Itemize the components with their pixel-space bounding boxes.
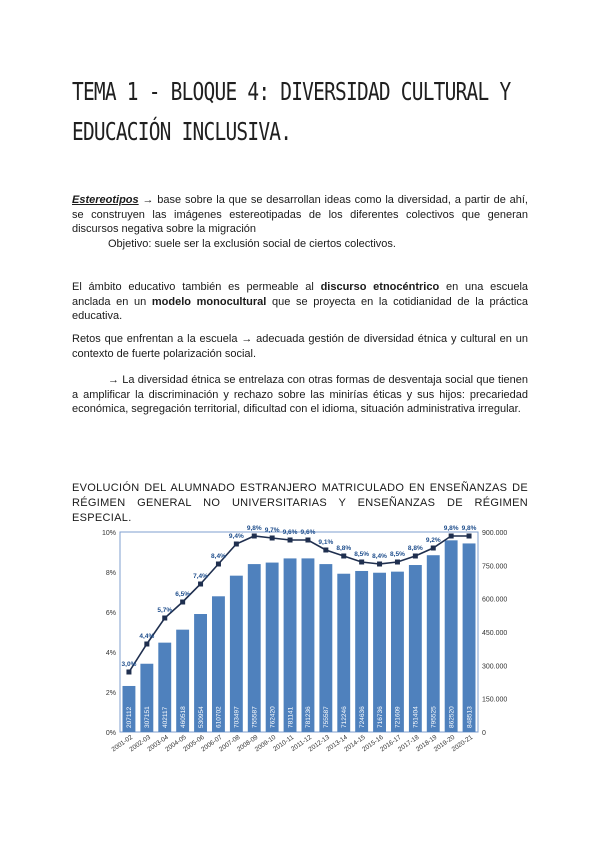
percentage-marker	[467, 534, 472, 539]
percentage-label: 8,8%	[336, 545, 352, 552]
x-tick-label: 2006-07	[200, 733, 224, 754]
percentage-label: 9,4%	[228, 533, 244, 540]
bar	[302, 558, 315, 732]
percentage-label: 3,0%	[121, 661, 137, 668]
x-tick-label: 2012-13	[307, 733, 331, 754]
percentage-label: 9,6%	[300, 529, 316, 536]
y-left-tick-label: 8%	[105, 570, 116, 577]
x-tick-label: 2017-18	[396, 733, 421, 754]
bar-value-label: 781141	[287, 706, 295, 728]
x-tick-label: 2001-02	[110, 733, 135, 754]
bar-value-label: 755587	[251, 706, 259, 728]
ethnocentric-paragraph	[72, 280, 528, 324]
x-tick-label: 2020-21	[450, 733, 475, 754]
y-right-tick-label: 300.000	[482, 663, 508, 671]
percentage-label: 9,6%	[282, 529, 298, 536]
bar-value-label: 307151	[144, 706, 152, 728]
y-right-tick-label: 750.000	[482, 563, 508, 571]
percentage-marker	[252, 534, 257, 539]
percentage-marker	[288, 538, 293, 543]
percentage-label: 9,8%	[246, 525, 262, 532]
bar-value-label: 703497	[233, 706, 241, 728]
percentage-marker	[144, 642, 149, 647]
x-tick-label: 2003-04	[146, 733, 170, 754]
x-tick-label: 2011-12	[289, 733, 314, 754]
y-right-tick-label: 150.000	[482, 696, 508, 704]
objective-line: Objetivo: suele ser la exclusión social de ciertos colectivos.	[108, 237, 396, 250]
x-tick-label: 2015-16	[361, 733, 385, 754]
y-left-tick-label: 0%	[105, 730, 116, 737]
percentage-marker	[126, 670, 131, 675]
percentage-marker	[323, 548, 328, 553]
enrollment-chart	[90, 522, 530, 762]
page-title: TEMA 1 - BLOQUE 4: DIVERSIDAD CULTURAL Y EDUCACIÓN INCLUSIVA.	[72, 77, 511, 146]
bar-value-label: 402117	[162, 706, 170, 728]
x-tick-label: 2016-17	[379, 733, 403, 754]
x-tick-label: 2008-09	[235, 733, 260, 754]
y-left-tick-label: 6%	[105, 610, 116, 617]
bar-value-label: 530954	[197, 706, 205, 728]
percentage-label: 8,5%	[390, 551, 405, 558]
x-tick-label: 2007-08	[217, 733, 242, 754]
bar	[463, 543, 476, 732]
x-tick-label: 2018-19	[414, 733, 439, 754]
bar-value-label: 751404	[412, 706, 420, 728]
percentage-label: 8,4%	[372, 553, 387, 560]
x-tick-label: 2010-11	[272, 733, 296, 754]
percentage-label: 5,7%	[157, 607, 173, 614]
percentage-marker	[395, 560, 400, 565]
percentage-marker	[198, 582, 203, 587]
percentage-marker	[413, 554, 418, 559]
bar-value-label: 712246	[341, 706, 349, 728]
bar-value-label: 724636	[358, 706, 366, 728]
percentage-label: 4,4%	[139, 633, 155, 640]
bar-value-label: 610702	[215, 706, 223, 728]
y-right-tick-label: 450.000	[482, 630, 508, 637]
percentage-label: 8,5%	[354, 551, 370, 558]
percentage-label: 9,8%	[461, 525, 477, 532]
x-tick-label: 2014-15	[343, 733, 367, 754]
bar	[445, 540, 458, 732]
bar-value-label: 781236	[305, 706, 313, 728]
chart-heading: EVOLUCIÓN DEL ALUMNADO ESTRANJERO MATRICULADO EN ENSEÑANZAS DE RÉGIMEN GENERAL NO UNIVERSITARIAS Y ENSEÑANZAS DE RÉGIMEN ESPECIAL.	[72, 482, 528, 524]
y-left-tick-label: 10%	[101, 530, 116, 537]
y-left-tick-label: 2%	[105, 690, 116, 697]
challenges-paragraph: Retos que enfrentan a la escuela → adecuada gestión de diversidad étnica y cultural en un contexto de fuerte polarización social.	[72, 333, 528, 360]
bar	[284, 558, 297, 732]
percentage-marker	[341, 554, 346, 559]
bar-value-label: 716736	[376, 706, 384, 728]
bar-value-label: 721609	[394, 706, 402, 728]
y-right-tick-label: 900.000	[482, 530, 508, 537]
percentage-label: 8,8%	[407, 545, 423, 552]
y-right-tick-label: 600.000	[482, 596, 508, 604]
percentage-marker	[234, 542, 239, 547]
y-right-tick-label: 0	[482, 730, 486, 737]
stereotypes-paragraph	[72, 193, 528, 251]
percentage-label: 8,4%	[211, 553, 226, 560]
p2-text-a: El ámbito educativo también es permeable al	[72, 281, 321, 293]
percentage-label: 9,2%	[425, 537, 441, 544]
percentage-label: 6,5%	[175, 591, 191, 598]
x-tick-label: 2002-03	[128, 733, 152, 754]
stereotypes-term: Estereotipos	[72, 194, 139, 206]
bar-value-label: 460518	[179, 706, 187, 728]
percentage-marker	[162, 616, 167, 621]
x-tick-label: 2005-06	[182, 733, 206, 754]
percentage-marker	[431, 546, 436, 551]
x-tick-label: 2004-05	[164, 733, 188, 754]
percentage-marker	[180, 600, 185, 605]
percentage-label: 9,7%	[264, 527, 280, 534]
percentage-marker	[305, 538, 310, 543]
percentage-label: 9,8%	[443, 525, 459, 532]
bar-value-label: 755587	[323, 706, 331, 728]
bar	[427, 555, 440, 732]
bar-value-label: 762420	[269, 706, 277, 728]
percentage-label: 9,1%	[318, 539, 334, 546]
stereotypes-text: → base sobre la que se desarrollan ideas como la diversidad, a partir de ahí, se construyen las imágenes estereotipadas de los diferentes colectivos que generan discursos negativa sobre la migración	[72, 194, 528, 235]
percentage-marker	[270, 536, 275, 541]
bar-value-label: 795525	[430, 706, 438, 728]
x-tick-label: 2019-20	[432, 733, 457, 754]
bar-value-label: 848513	[466, 706, 474, 728]
percentage-label: 7,4%	[193, 573, 208, 580]
x-tick-label: 2009-10	[253, 733, 278, 754]
p2-bold-ethnocentric: discurso etnocéntrico	[320, 281, 440, 293]
bar-value-label: 207112	[126, 706, 134, 728]
y-left-tick-label: 4%	[105, 650, 116, 657]
bar-value-label: 862520	[448, 706, 456, 728]
percentage-marker	[449, 534, 454, 539]
percentage-marker	[359, 560, 364, 565]
plot-frame	[120, 532, 478, 732]
percentage-marker	[216, 562, 221, 567]
percentage-marker	[377, 562, 382, 567]
p2-text-c: en una escuela anclada en un	[72, 281, 529, 308]
p2-bold-monocultural: modelo monocultural	[151, 295, 267, 308]
diversity-text: → La diversidad étnica se entrelaza con otras formas de desventaja social que tienen a amplificar la discriminación y rechazo sobre las minirías éticas y sus hijos: precariedad económica, segregación territorial, dificultad con el idioma, situación administrativa irregular.	[72, 374, 528, 415]
x-tick-label: 2013-14	[325, 733, 349, 754]
diversity-paragraph	[72, 373, 528, 417]
p2-text-e: que se proyecta en la cotidianidad de la práctica educativa.	[72, 295, 528, 322]
